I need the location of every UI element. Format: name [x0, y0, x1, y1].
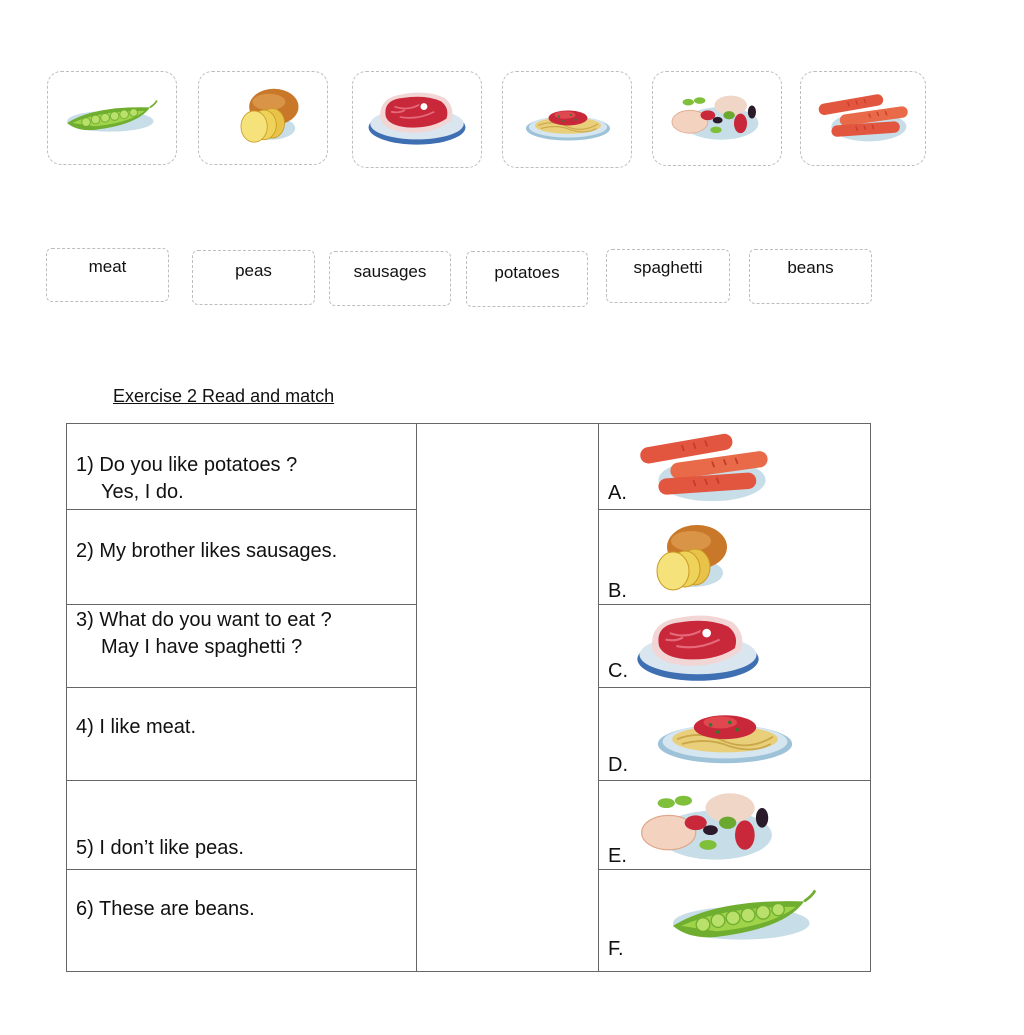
- answer-d-letter: D.: [608, 754, 628, 776]
- answer-b: [598, 509, 871, 605]
- picture-card-beans: [652, 71, 782, 166]
- word-card-beans: beans: [749, 249, 872, 304]
- beans-icon: [633, 781, 783, 867]
- answer-e: [598, 780, 871, 870]
- picture-card-potatoes: [198, 71, 328, 165]
- peas-icon: [48, 72, 176, 164]
- spaghetti-icon: [643, 696, 807, 768]
- sausages-icon: [801, 72, 925, 165]
- question-6-line1: 6) These are beans.: [76, 898, 255, 920]
- question-4-line1: 4) I like meat.: [76, 716, 197, 738]
- peas-icon: [633, 874, 855, 956]
- question-3-line2: May I have spaghetti ?: [101, 636, 303, 658]
- picture-card-sausages: [800, 71, 926, 166]
- answer-b-letter: B.: [608, 580, 627, 602]
- spaghetti-icon: [503, 72, 631, 167]
- word-card-sausages: sausages: [329, 251, 451, 306]
- question-5: [66, 780, 417, 870]
- question-1: [66, 423, 417, 510]
- beans-icon: [653, 72, 781, 165]
- exercise-title: Exercise 2 Read and match: [113, 386, 335, 406]
- question-1-line2: Yes, I do.: [101, 481, 184, 503]
- potatoes-icon: [635, 512, 735, 602]
- word-card-peas: peas: [192, 250, 315, 305]
- answer-e-letter: E.: [608, 845, 627, 867]
- question-5-line1: 5) I don’t like peas.: [76, 837, 244, 859]
- potatoes-icon: [199, 72, 327, 164]
- question-3: [66, 604, 417, 688]
- answer-d: [598, 687, 871, 781]
- answer-blank-column[interactable]: [416, 423, 599, 972]
- answer-c-letter: C.: [608, 660, 628, 682]
- picture-card-peas: [47, 71, 177, 165]
- match-table: [66, 423, 871, 972]
- answer-f-letter: F.: [608, 938, 624, 960]
- picture-card-spaghetti: [502, 71, 632, 168]
- answer-a-letter: A.: [608, 482, 627, 504]
- answer-c: [598, 604, 871, 688]
- meat-icon: [633, 605, 763, 685]
- picture-card-meat: [352, 71, 482, 168]
- sausages-icon: [635, 424, 775, 506]
- answer-a: [598, 423, 871, 510]
- answer-f: [598, 869, 871, 972]
- meat-icon: [353, 72, 481, 167]
- question-3-line1: 3) What do you want to eat ?: [76, 609, 332, 631]
- question-2-line1: 2) My brother likes sausages.: [76, 540, 338, 562]
- question-2: [66, 509, 417, 605]
- question-6: [66, 869, 417, 972]
- question-1-line1: 1) Do you like potatoes ?: [76, 454, 298, 476]
- word-card-potatoes: potatoes: [466, 251, 588, 307]
- word-card-meat: meat: [46, 248, 169, 302]
- word-card-spaghetti: spaghetti: [606, 249, 730, 303]
- question-4: [66, 687, 417, 781]
